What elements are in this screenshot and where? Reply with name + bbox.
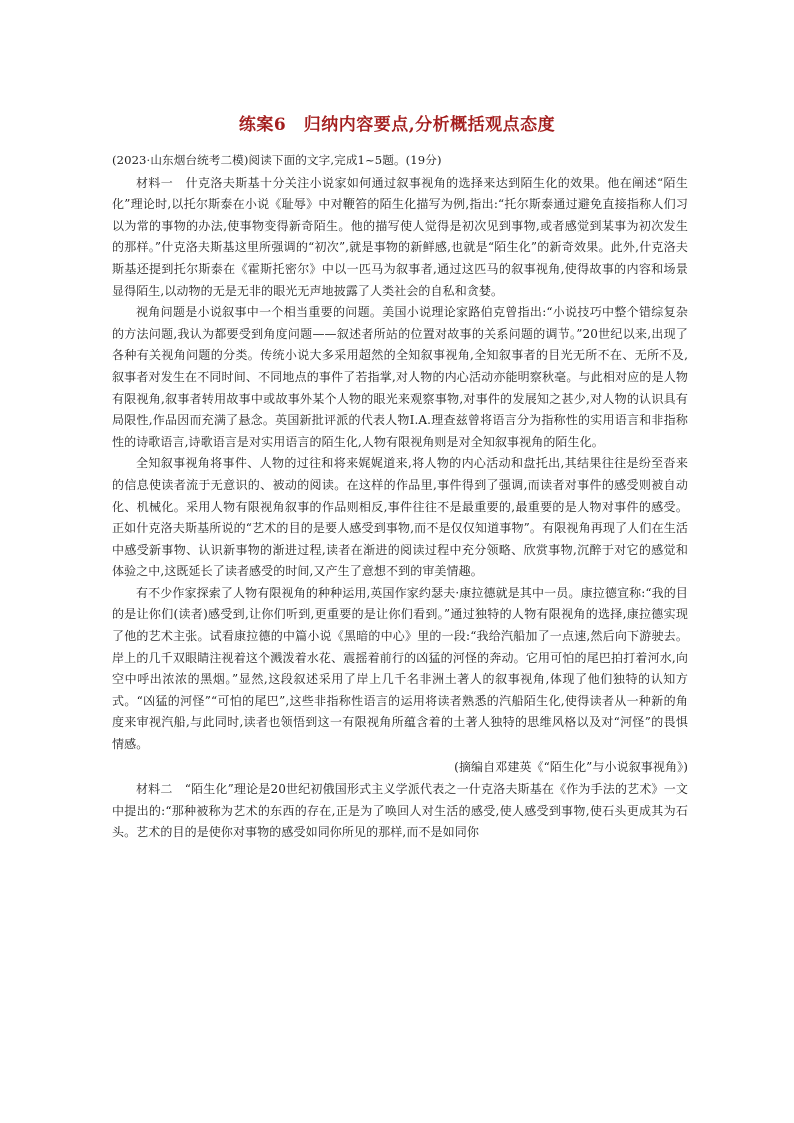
paragraph-omniscient: 全知叙事视角将事件、人物的过往和将来娓娓道来,将人物的内心活动和盘托出,其结果往往是纷至沓来的信息使读者流于无意识的、被动的阅读。在这样的作品里,事件得到了强调,而读者对事件的感受则被自动化、机械化。采用人物有限视角叙事的作品则相反,事件往往不是最重要的,最重要的是人物对事件的感受。正如什克洛夫斯基所说的“艺术的目的是要人感受到事物,而不是仅仅知道事物”。有限视角再现了人们在生活中感受新事物、认识新事物的渐进过程,读者在渐进的阅读过程中充分领略、欣赏事物,沉醉于对它的感觉和体验之中,这既延长了读者感受的时间,又产生了意想不到的审美情趣。: [112, 456, 688, 579]
paragraph-conrad: 有不少作家探索了人物有限视角的种种运用,英国作家约瑟夫·康拉德就是其中一员。康拉德宣称:“我的目的是让你们(读者)感受到,让你们听到,更重要的是让你们看到。”通过独特的人物有限视角的选择,康拉德实现了他的艺术主张。试看康拉德的中篇小说《黑暗的中心》里的一段:“我给汽船加了一点速,然后向下游驶去。岸上的几千双眼睛注视着这个溅泼着水花、震摇着前行的凶猛的河怪的奔动。它用可怕的尾巴拍打着河水,向空中呼出浓浓的黑烟。”显然,这段叙述采用了岸上几千名非洲土著人的叙事视角,体现了他们独特的认知方式。“凶猛的河怪”“可怕的尾巴”,这些非指称性语言的运用将读者熟悉的汽船陌生化,使得读者从一种新的角度来审视汽船,与此同时,读者也领悟到这一有限视角所蕴含着的土著人独特的思维风格以及对“河怪”的畏惧情感。: [112, 585, 688, 752]
question-intro: (2023·山东烟台统考二模)阅读下面的文字,完成1~5题。(19分): [112, 153, 442, 167]
document-title: 练案6 归纳内容要点,分析概括观点态度: [238, 115, 556, 135]
document-body: [112, 150, 688, 844]
paragraph-material-one: 材料一 什克洛夫斯基十分关注小说家如何通过叙事视角的选择来达到陌生化的效果。他在阐述“陌生化”理论时,以托尔斯泰在小说《耻辱》中对鞭笞的陌生化描写为例,指出:“托尔斯泰通过避免直接指称人们习以为常的事物的办法,使事物变得新奇陌生。他的描写使人觉得是初次见到事物,或者感觉到某事为初次发生的那样。”什克洛夫斯基这里所强调的“初次”,就是事物的新鲜感,也就是“陌生化”的新奇效果。此外,什克洛夫斯基还提到托尔斯泰在《霍斯托密尔》中以一匹马为叙事者,通过这匹马的叙事视角,使得故事的内容和场景显得陌生,以动物的无是无非的眼光无声地披露了人类社会的自私和贪婪。: [112, 175, 688, 298]
paragraph-viewpoint: 视角问题是小说叙事中一个相当重要的问题。美国小说理论家路伯克曾指出:“小说技巧中整个错综复杂的方法问题,我认为都要受到角度问题——叙述者所站的位置对故事的关系问题的调节。”20世纪以来,出现了各种有关视角问题的分类。传统小说大多采用超然的全知叙事视角,全知叙事者的目光无所不在、无所不及,叙事者对发生在不同时间、不同地点的事件了若指掌,对人物的内心活动亦能明察秋毫。与此相对应的是人物有限视角,叙事者转用故事中或故事外某个人物的眼光来观察事物,对事件的发展知之甚少,对人物的认识具有局限性,作品因而充满了悬念。英国新批评派的代表人物I.A.理查兹曾将语言分为指称性的实用语言和非指称性的诗歌语言,诗歌语言是对实用语言的陌生化,人物有限视角则是对全知叙事视角的陌生化。: [112, 305, 688, 449]
paragraph-material-two: 材料二 “陌生化”理论是20世纪初俄国形式主义学派代表之一什克洛夫斯基在《作为手法的艺术》一文中提出的:“那种被称为艺术的东西的存在,正是为了唤回人对生活的感受,使人感受到事物,使石头更成其为石头。艺术的目的是使你对事物的感受如同你所见的那样,而不是如同你: [112, 782, 688, 840]
source-citation: (摘编自邓建英《“陌生化”与小说叙事视角》): [454, 759, 688, 774]
